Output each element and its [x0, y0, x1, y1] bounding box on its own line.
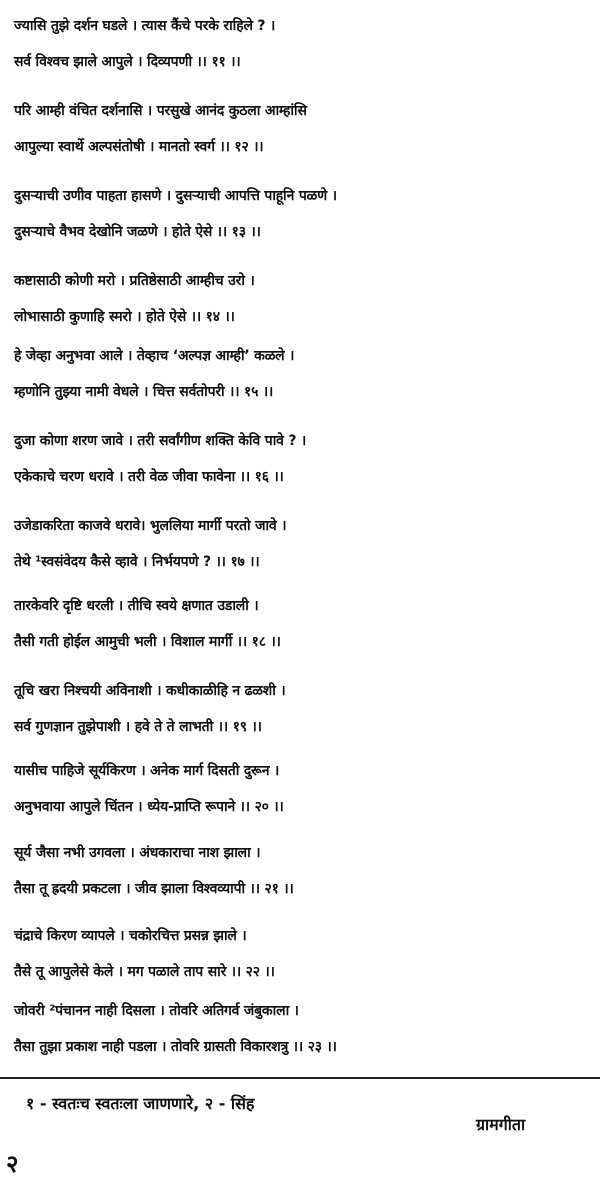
footnote: १ - स्वतःच स्वतःला जाणणारे, २ - सिंह [26, 1094, 255, 1113]
footnote-divider [0, 1077, 600, 1079]
verse-22 [14, 918, 594, 990]
verse-line: सर्व गुणज्ञान तुझेपाशी । हवे ते ते लाभती ।। १९ ।। [14, 719, 262, 735]
verse-line: परि आम्ही वंचित दर्शनासि । परसुखे आनंद कुठला आम्हांसि [14, 103, 307, 119]
verse-line: म्हणोनि तुझ्या नामी वेधले । चित्त सर्वतोपरी ।। १५ ।। [14, 384, 274, 400]
verse-12 [14, 93, 594, 165]
verse-line: सूर्य जैसा नभी उगवला । अंधकाराचा नाश झाला । [14, 845, 261, 861]
verse-line: तेथे ¹स्वसंवेदय कैसे व्हावे । निर्भयपणे ? ।। १७ ।। [14, 554, 260, 570]
verse-line: सर्व विश्वच झाले आपुले । दिव्यपणी ।। ११ ।। [14, 54, 241, 70]
verse-line: हे जेव्हा अनुभवा आले । तेव्हाच ‘अल्पज्ञ आम्ही’ कळले । [14, 348, 295, 364]
verse-line: तैसी गती होईल आमुची भली । विशाल मार्गी ।। १८ ।। [14, 634, 281, 650]
verse-20 [14, 753, 594, 825]
verse-line: उजेडाकरिता काजवे धरावे। भुललिया मार्गी परतो जावे । [14, 518, 287, 534]
verse-11 [14, 8, 594, 80]
verse-line: दुसऱ्याचे वैभव देखोनि जळणे । होते ऐसे ।। १३ ।। [14, 224, 261, 240]
book-title: ग्रामगीता [476, 1115, 526, 1134]
page-number: २ [6, 1150, 19, 1178]
verse-line: कष्टासाठी कोणी मरो । प्रतिष्ठेसाठी आम्हीच उरो । [14, 273, 255, 289]
verse-14 [14, 263, 594, 335]
verse-line: दुसऱ्याची उणीव पाहता हासणे । दुसऱ्याची आपत्ति पाहूनि पळणे । [14, 188, 337, 204]
verse-15 [14, 338, 594, 410]
verse-line: तैसे तू आपुलेसे केले । मग पळाले ताप सारे ।। २२ ।। [14, 964, 275, 980]
verse-line: चंद्राचे किरण व्यापले । चकोरचित्त प्रसन्न झाले । [14, 928, 247, 944]
verse-line: लोभासाठी कुणाहि स्मरो । होते ऐसे ।। १४ ।। [14, 309, 235, 325]
verse-line: तैसा तू ह्रदयी प्रकटला । जीव झाला विश्वव्यापी ।। २१ ।। [14, 881, 294, 897]
verse-line: एकेकाचे चरण धरावे । तरी वेळ जीवा फावेना ।। १६ ।। [14, 469, 284, 485]
verse-line: ज्यासि तुझे दर्शन घडले । त्यास कैंचे परके राहिले ? । [14, 18, 276, 34]
verse-line: तूचि खरा निश्चयी अविनाशी । कधीकाळीहि न ढळशी । [14, 683, 286, 699]
verse-18 [14, 588, 594, 660]
verse-line: यासीच पाहिजे सूर्यकिरण । अनेक मार्ग दिसती दुरून । [14, 763, 280, 779]
verse-23 [14, 993, 594, 1065]
verse-13 [14, 178, 594, 250]
verse-19 [14, 673, 594, 745]
verse-21 [14, 835, 594, 907]
verse-16 [14, 423, 594, 495]
verse-line: तारकेवरि दृष्टि धरली । तीचि स्वये क्षणात उडाली । [14, 598, 259, 614]
verse-line: आपुल्या स्वार्थे अल्पसंतोषी । मानतो स्वर्ग ।। १२ ।। [14, 139, 264, 155]
verse-line: जोवरी ²पंचानन नाही दिसला । तोवरि अतिगर्व जंबुकाला । [14, 1003, 299, 1019]
verse-17 [14, 508, 594, 580]
verse-line: दुजा कोणा शरण जावे । तरी सर्वांगीण शक्ति केवि पावे ? । [14, 433, 307, 449]
verse-line: अनुभवाया आपुले चिंतन । ध्येय-प्राप्ति रूपाने ।। २० ।। [14, 799, 284, 815]
verse-line: तैसा तुझा प्रकाश नाही पडला । तोवरि ग्रासती विकारशत्रु ।। २३ ।। [14, 1039, 337, 1055]
